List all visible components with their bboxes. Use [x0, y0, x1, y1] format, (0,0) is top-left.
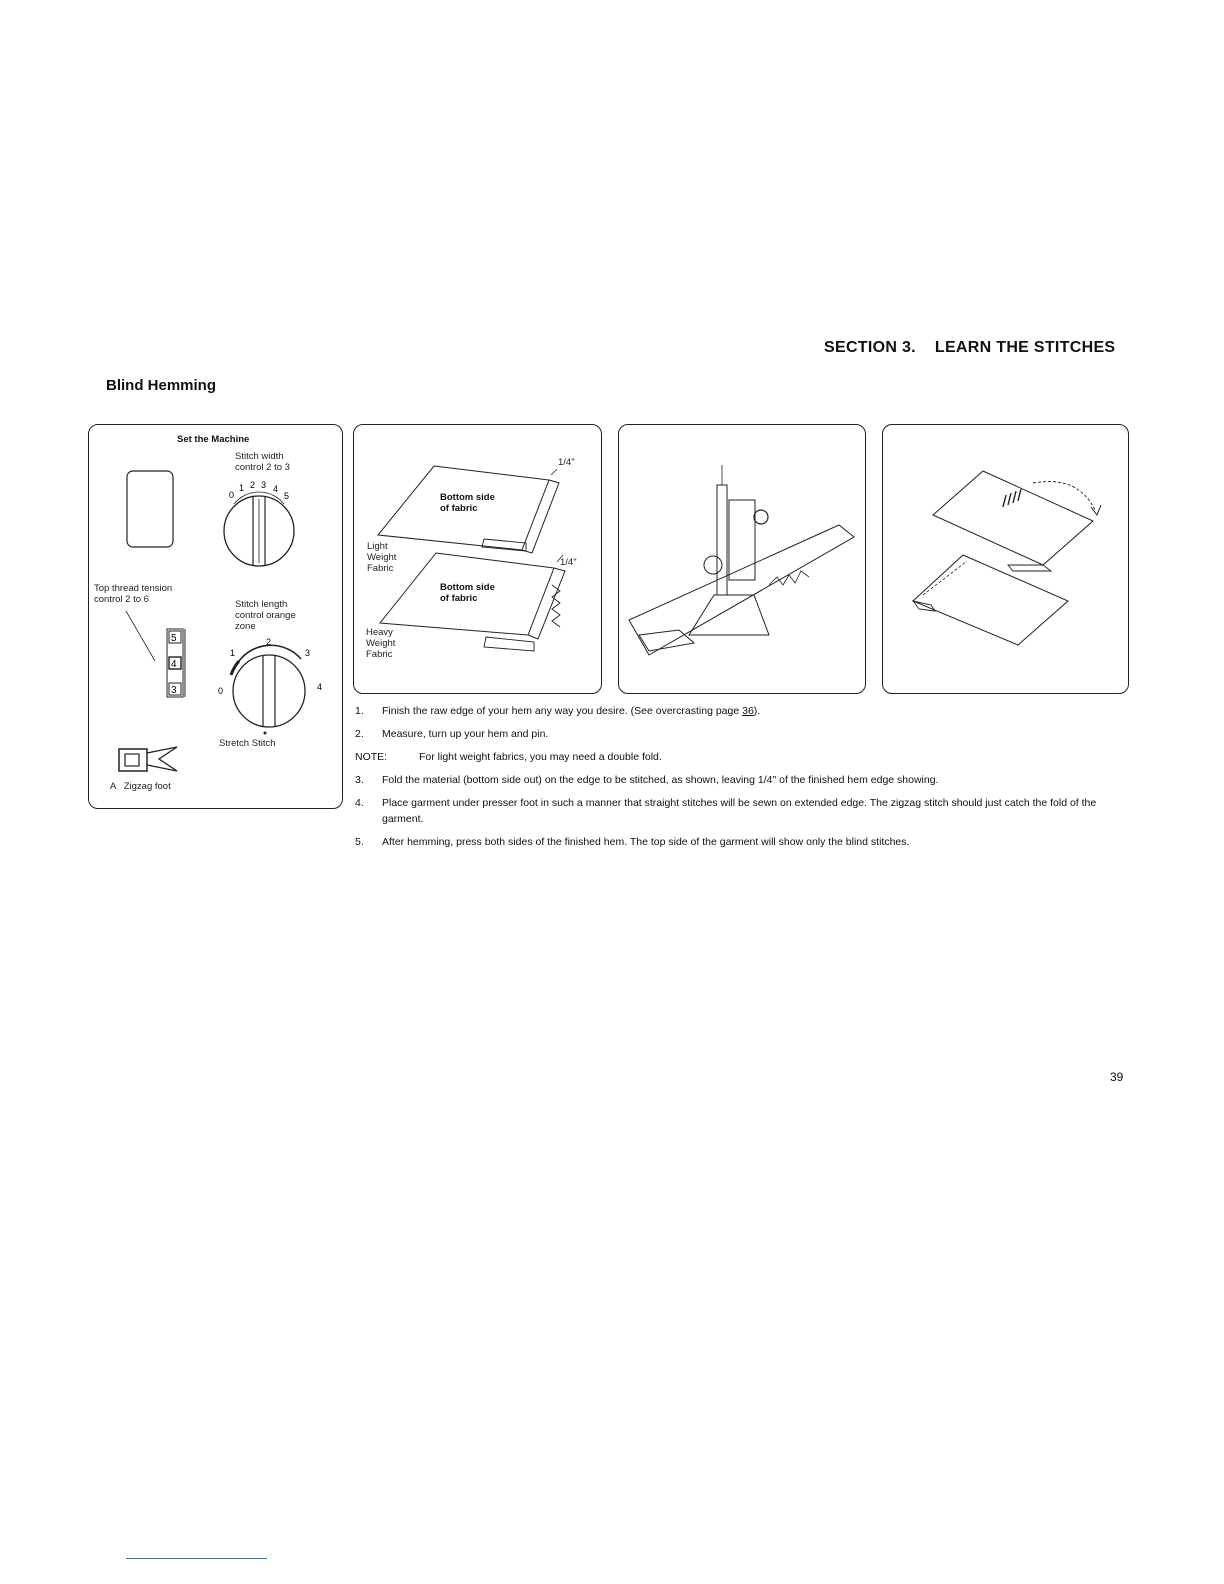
tension-mark: 5 — [171, 633, 177, 644]
step-number: 5. — [355, 836, 364, 848]
stitch-length-label: Stitch length control orange zone — [235, 599, 296, 632]
footer-divider — [126, 1558, 267, 1559]
zigzag-foot-icon — [119, 747, 177, 771]
step-text: Fold the material (bottom side out) on the edge to be stitched, as shown, leaving 1/4" of the finished hem edge showing. — [382, 774, 939, 786]
step-number: 1. — [355, 705, 364, 717]
step-number: 4. — [355, 797, 364, 809]
step-text: Measure, turn up your hem and pin. — [382, 728, 549, 740]
note-text: For light weight fabrics, you may need a double fold. — [419, 751, 662, 763]
width-tick-label: 0 — [229, 490, 235, 500]
width-tick-label: 3 — [261, 480, 267, 490]
measure-label-bottom: 1/4" — [560, 557, 577, 568]
presser-foot-illustration — [619, 425, 865, 693]
tension-mark: 4 — [171, 659, 177, 670]
stretch-stitch-label: Stretch Stitch — [219, 738, 276, 749]
stitch-width-label: Stitch width control 2 to 3 — [235, 451, 290, 473]
top-tension-label: Top thread tension control 2 to 6 — [94, 583, 173, 605]
heavy-weight-label: Heavy Weight Fabric — [366, 627, 396, 660]
top-sheet-label: Bottom side of fabric — [440, 492, 495, 514]
tension-control-icon — [126, 611, 185, 697]
machine-panel-title: Set the Machine — [177, 434, 250, 445]
note-label: NOTE: — [355, 751, 388, 763]
finished-hem-illustration — [883, 425, 1128, 693]
section-header: SECTION 3. LEARN THE STITCHES — [824, 339, 1116, 356]
length-tick-label: 1 — [230, 648, 236, 658]
length-tick-label: 0 — [218, 686, 224, 696]
finished-hem-panel — [882, 424, 1129, 694]
bottom-sheet-label: Bottom side of fabric — [440, 582, 495, 604]
light-weight-label: Light Weight Fabric — [367, 541, 397, 574]
length-tick-label: 2 — [266, 637, 272, 647]
width-tick-label: 2 — [250, 480, 256, 490]
note-item — [355, 749, 1127, 765]
stitch-length-dial — [218, 637, 322, 735]
length-tick-label: 3 — [305, 648, 311, 658]
pattern-window-icon — [127, 471, 173, 547]
step-item — [355, 726, 1127, 742]
tension-mark: 3 — [171, 685, 177, 696]
step-number: 3. — [355, 774, 364, 786]
step-text: After hemming, press both sides of the finished hem. The top side of the garment will show only the blind stitches. — [382, 836, 910, 848]
width-tick-label: 5 — [284, 491, 290, 501]
machine-settings-panel — [88, 424, 343, 809]
fabric-fold-panel — [353, 424, 602, 694]
width-tick-label: 4 — [273, 484, 279, 494]
step-item — [355, 772, 1127, 788]
step-text: Finish the raw edge of your hem any way you desire. (See overcrasting page 36). — [382, 705, 761, 717]
page-number: 39 — [1110, 1070, 1124, 1084]
step-item — [355, 795, 1127, 827]
length-tick-label: 4 — [317, 682, 323, 692]
page-reference-link[interactable]: 36 — [742, 705, 754, 717]
zigzag-foot-label: A Zigzag foot — [110, 781, 171, 792]
stitch-width-dial — [224, 480, 294, 566]
width-tick-label: 1 — [239, 483, 245, 493]
measure-label-top: 1/4" — [558, 457, 575, 468]
page-title: Blind Hemming — [106, 377, 217, 394]
step-item — [355, 703, 1127, 719]
machine-settings-illustration — [89, 425, 342, 808]
step-item — [355, 834, 1127, 850]
instruction-steps — [355, 703, 1127, 857]
presser-foot-panel — [618, 424, 866, 694]
step-number: 2. — [355, 728, 364, 740]
step-text: Place garment under presser foot in such a manner that straight stitches will be sewn on extended edge. The zigzag stitch should just catch the fold of the garment. — [382, 797, 1097, 825]
